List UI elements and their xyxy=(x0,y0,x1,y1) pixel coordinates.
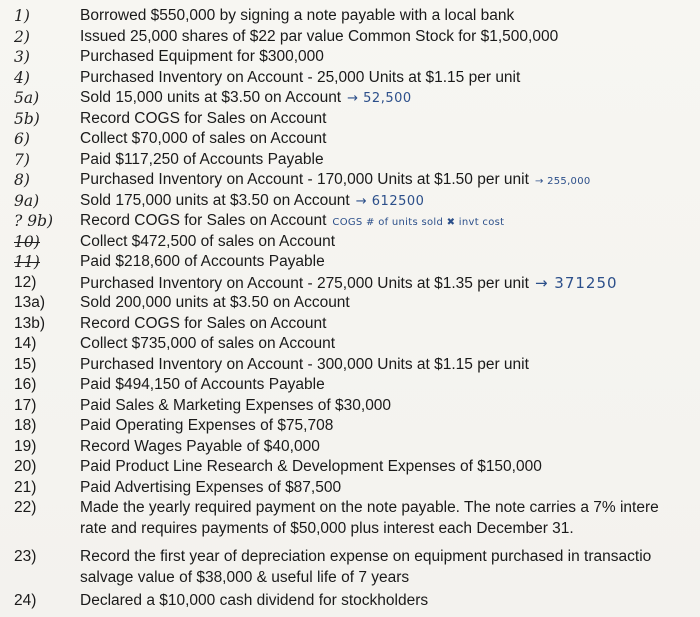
list-item xyxy=(0,109,700,130)
list-item xyxy=(0,211,700,232)
item-number: 1) xyxy=(14,7,30,25)
list-item xyxy=(0,314,700,335)
item-text-wrap xyxy=(80,273,618,294)
list-item xyxy=(0,334,700,355)
item-text: Purchased Inventory on Account - 300,000 Units at $1.15 per unit xyxy=(80,355,529,373)
item-number: 8) xyxy=(14,171,30,189)
list-item xyxy=(0,478,700,499)
item-text: Made the yearly required payment on the note payable. The note carries a 7% intere xyxy=(80,499,659,516)
item-text: Purchased Inventory on Account - 170,000 Units at $1.50 per unit xyxy=(80,171,529,188)
item-text: Collect $472,500 of sales on Account xyxy=(80,232,336,250)
item-text: Paid $218,600 of Accounts Payable xyxy=(80,253,325,270)
list-item-continuation xyxy=(0,519,700,540)
item-number: 22) xyxy=(14,499,37,516)
item-number: 17) xyxy=(14,396,37,414)
list-item xyxy=(0,416,700,437)
list-item xyxy=(0,47,700,68)
item-text-wrap xyxy=(80,170,591,192)
item-number: 12) xyxy=(14,273,37,291)
item-text: Issued 25,000 shares of $22 par value Common Stock for $1,500,000 xyxy=(80,27,559,45)
item-text: Sold 200,000 units at $3.50 on Account xyxy=(80,294,350,311)
item-number: 14) xyxy=(14,335,37,352)
list-item xyxy=(0,437,700,458)
item-text: Paid $117,250 of Accounts Payable xyxy=(80,150,324,168)
item-text: salvage value of $38,000 & useful life of 7 years xyxy=(80,568,410,586)
item-number: 18) xyxy=(14,417,37,434)
item-number: 3) xyxy=(14,48,30,66)
list-item xyxy=(0,547,700,568)
list-item xyxy=(0,170,700,191)
item-number: 13b) xyxy=(14,314,46,332)
item-number: 24) xyxy=(14,592,37,609)
item-text: Record COGS for Sales on Account xyxy=(80,109,327,127)
list-item xyxy=(0,591,700,612)
handwritten-annotation: → 52,500 xyxy=(347,91,412,106)
item-number: 23) xyxy=(14,548,37,565)
list-item xyxy=(0,68,700,89)
item-number: 20) xyxy=(14,458,37,475)
item-text: Sold 175,000 units at $3.50 on Account xyxy=(80,191,350,209)
item-text: rate and requires payments of $50,000 plus interest each December 31. xyxy=(80,519,574,537)
item-text-wrap xyxy=(80,211,504,233)
item-text: Paid Product Line Research & Development Expenses of $150,000 xyxy=(80,458,542,475)
list-item xyxy=(0,457,700,478)
list-item xyxy=(0,355,700,376)
list-item xyxy=(0,191,700,212)
item-text-wrap xyxy=(80,88,412,109)
item-number: 19) xyxy=(14,437,37,455)
list-item xyxy=(0,273,700,294)
item-text: Purchased Inventory on Account - 25,000 Units at $1.15 per unit xyxy=(80,68,521,86)
item-text: Record the first year of depreciation expense on equipment purchased in transactio xyxy=(80,548,652,565)
item-number: 10) xyxy=(14,232,40,251)
item-number: 13a) xyxy=(14,294,46,311)
item-number: ? 9b) xyxy=(14,212,54,230)
handwritten-annotation: → 612500 xyxy=(355,193,425,209)
item-number: 15) xyxy=(14,355,37,373)
item-text: Purchased Equipment for $300,000 xyxy=(80,48,324,65)
list-item xyxy=(0,498,700,519)
item-number: 5b) xyxy=(14,109,40,128)
item-text: Borrowed $550,000 by signing a note payable with a local bank xyxy=(80,7,515,24)
item-number: 21) xyxy=(14,478,37,496)
item-text: Record COGS for Sales on Account xyxy=(80,314,327,332)
item-text: Collect $70,000 of sales on Account xyxy=(80,130,327,147)
item-text: Paid Sales & Marketing Expenses of $30,000 xyxy=(80,396,392,414)
item-number: 5a) xyxy=(14,89,40,107)
item-text: Purchased Inventory on Account - 275,000 Units at $1.35 per unit xyxy=(80,274,529,292)
list-item xyxy=(0,150,700,171)
item-number: 2) xyxy=(14,27,30,46)
item-number: 7) xyxy=(14,150,30,169)
item-number: 16) xyxy=(14,376,37,393)
handwritten-annotation: → 255,000 xyxy=(534,176,591,187)
list-item xyxy=(0,375,700,396)
item-number: 6) xyxy=(14,130,30,148)
list-item xyxy=(0,6,700,27)
item-number: 4) xyxy=(14,68,30,87)
item-text: Record COGS for Sales on Account xyxy=(80,212,327,229)
list-item xyxy=(0,27,700,48)
item-text: Sold 15,000 units at $3.50 on Account xyxy=(80,89,342,106)
handwritten-annotation: COGS # of units sold ✖ invt cost xyxy=(332,217,505,228)
handwritten-annotation: → 371250 xyxy=(534,273,618,292)
item-number: 9a) xyxy=(14,191,40,210)
list-item xyxy=(0,396,700,417)
list-item xyxy=(0,232,700,253)
item-text: Declared a $10,000 cash dividend for stockholders xyxy=(80,592,429,609)
list-item xyxy=(0,252,700,273)
list-item xyxy=(0,88,700,109)
list-item xyxy=(0,129,700,150)
item-text: Paid $494,150 of Accounts Payable xyxy=(80,376,325,393)
item-text-wrap xyxy=(80,191,424,212)
list-item-continuation xyxy=(0,568,700,589)
item-text: Paid Operating Expenses of $75,708 xyxy=(80,417,334,434)
item-text: Collect $735,000 of sales on Account xyxy=(80,335,336,352)
item-text: Record Wages Payable of $40,000 xyxy=(80,437,320,455)
list-item xyxy=(0,293,700,314)
item-number: 11) xyxy=(14,253,40,271)
item-text: Paid Advertising Expenses of $87,500 xyxy=(80,478,342,496)
